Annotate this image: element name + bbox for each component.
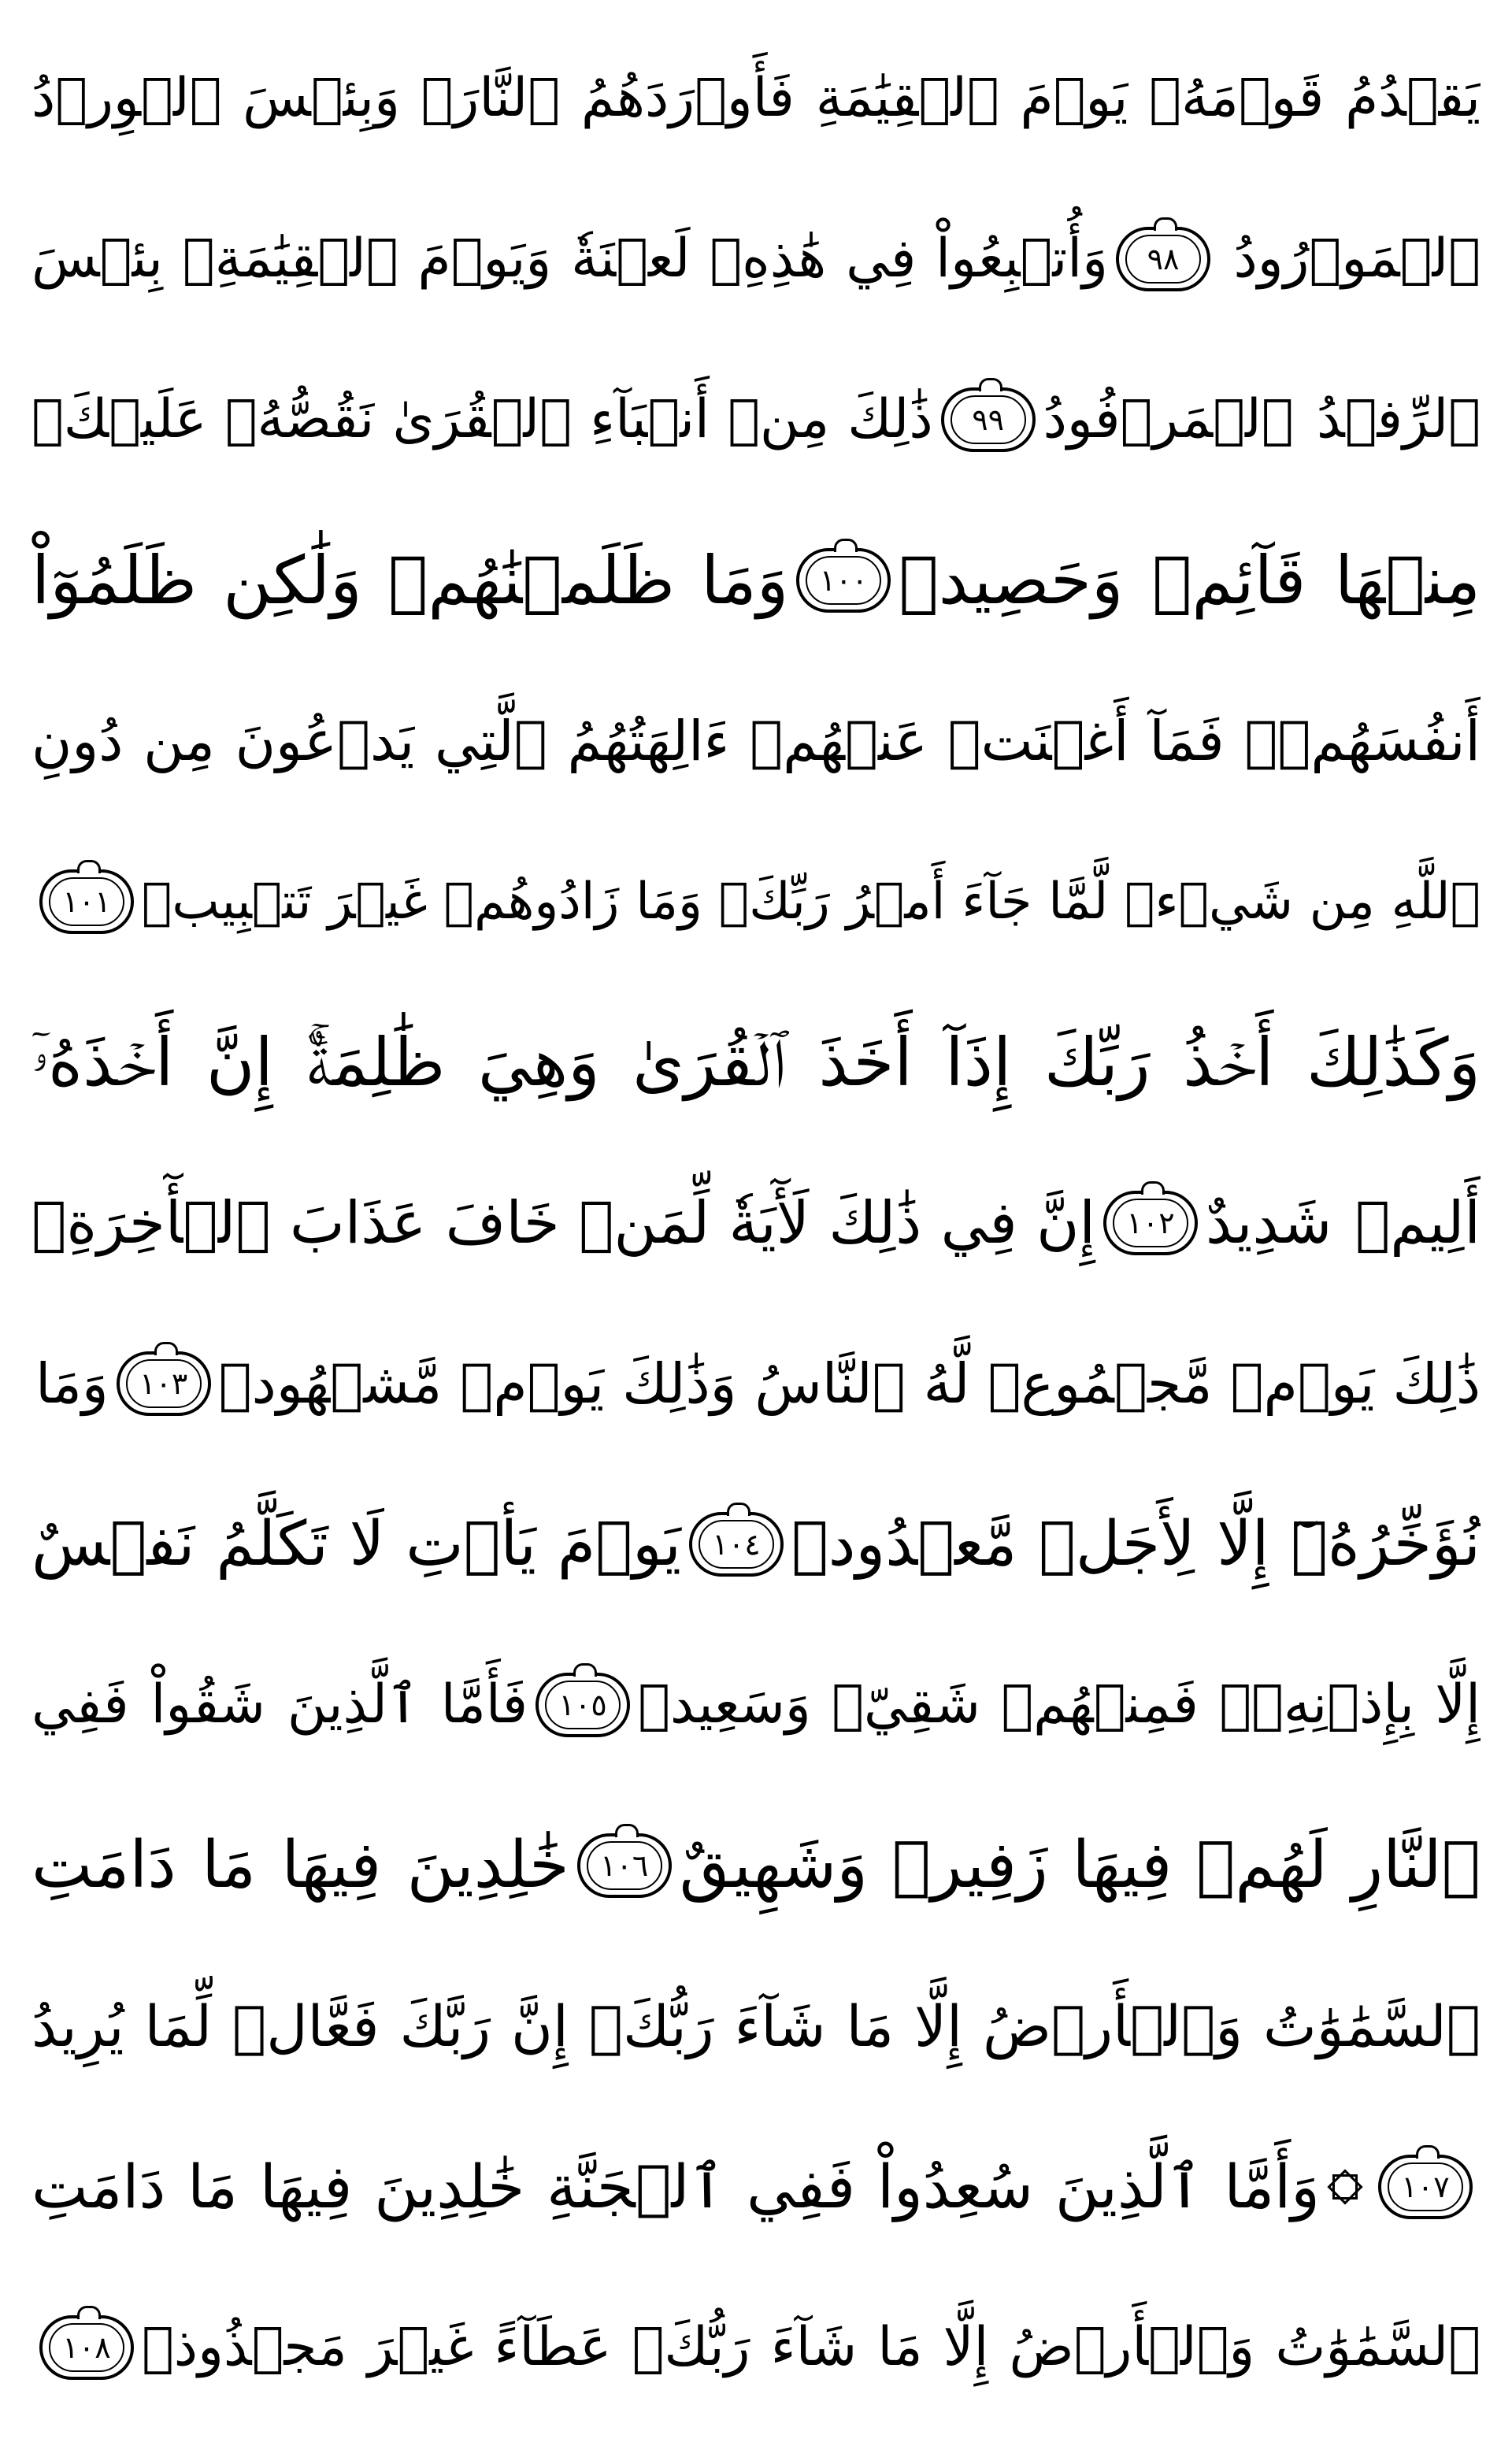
ayah-number: ١٠١ (62, 884, 111, 919)
verse-text: ٱلسَّمَٰوَٰتُ وَٱلۡأَرۡضُ إِلَّا مَا شَآءَ رَبُّكَۖ عَطَآءً غَيۡرَ مَجۡذُوذٖ (142, 2316, 1480, 2378)
text-line (32, 827, 1480, 977)
verse-text: وَمَا (35, 1351, 109, 1416)
verse-text: يَوۡمَ يَأۡتِ لَا تَكَلَّمُ نَفۡسٌ (32, 1509, 681, 1580)
text-line (32, 2273, 1480, 2422)
verse-text: ٱلرِّفۡدُ ٱلۡمَرۡفُودُ (1043, 388, 1480, 450)
ayah-number-marker (117, 1351, 211, 1416)
ayah-number: ٩٩ (972, 402, 1005, 437)
verse-text: فَأَمَّا ٱلَّذِينَ شَقُواْ فَفِي (32, 1673, 528, 1736)
text-line (32, 666, 1480, 816)
text-line (32, 506, 1480, 655)
ayah-number: ١٠٥ (558, 1688, 607, 1722)
verse-text: ٱلسَّمَٰوَٰتُ وَٱلۡأَرۡضُ إِلَّا مَا شَآءَ رَبُّكَۚ إِنَّ رَبَّكَ فَعَّالٞ لِّمَا يُرِيدُ (32, 1993, 1480, 2059)
verse-text: خَٰلِدِينَ فِيهَا مَا دَامَتِ (32, 1828, 569, 1903)
text-line (32, 2112, 1480, 2262)
text-line (32, 1951, 1480, 2101)
ayah-number: ٩٨ (1147, 242, 1180, 276)
verse-text: ٱللَّهِ مِن شَيۡءٖ لَّمَّا جَآءَ أَمۡرُ رَبِّكَۖ وَمَا زَادُوهُمۡ غَيۡرَ تَتۡبِيبٖ (142, 873, 1480, 931)
verse-text: وَمَا ظَلَمۡنَٰهُمۡ وَلَٰكِن ظَلَمُوٓاْ (32, 542, 789, 619)
ayah-number-marker (577, 1833, 672, 1898)
verse-text: يَقۡدُمُ قَوۡمَهُۥ يَوۡمَ ٱلۡقِيَٰمَةِ فَأَوۡرَدَهُمُ ٱلنَّارَۖ وَبِئۡسَ ٱلۡوِرۡدُ (32, 67, 1480, 129)
verse-text: ذَٰلِكَ مِنۡ أَنۢبَآءِ ٱلۡقُرَىٰ نَقُصُّهُۥ عَلَيۡكَۖ (32, 388, 933, 450)
ayah-number-marker (39, 869, 134, 934)
verse-text: أَنفُسَهُمۡۖ فَمَآ أَغۡنَتۡ عَنۡهُمۡ ءَالِهَتُهُمُ ٱلَّتِي يَدۡعُونَ مِن دُونِ (32, 709, 1480, 773)
ayah-number: ١٠٣ (139, 1366, 188, 1401)
ayah-number: ١٠٢ (1126, 1206, 1175, 1240)
verse-text: وَأُتۡبِعُواْ فِي هَٰذِهِۦ لَعۡنَةٗ وَيَوۡمَ ٱلۡقِيَٰمَةِۚ بِئۡسَ (32, 228, 1108, 290)
verse-text: وَكَذَٰلِكَ أَخۡذُ رَبِّكَ إِذَآ أَخَذَ ٱلۡقُرَىٰ وَهِيَ ظَٰلِمَةٌۚ إِنَّ أَخۡذَهُۥٓ (32, 1024, 1480, 1101)
ayah-number: ١٠٨ (62, 2330, 111, 2365)
ayah-number-marker (796, 548, 891, 613)
text-line (32, 1791, 1480, 1940)
ayah-number-marker (1116, 227, 1210, 291)
ayah-number-marker (941, 387, 1036, 452)
verse-text: نُؤَخِّرُهُۥٓ إِلَّا لِأَجَلٖ مَّعۡدُودٖ (791, 1509, 1480, 1580)
verse-text: ٱلۡمَوۡرُودُ (1233, 228, 1480, 290)
verse-text: وَأَمَّا ٱلَّذِينَ سُعِدُواْ فَفِي ٱلۡجَنَّةِ خَٰلِدِينَ فِيهَا مَا دَامَتِ (32, 2151, 1320, 2222)
ayah-number-marker (39, 2315, 134, 2380)
text-line (32, 1630, 1480, 1780)
ayah-number-marker (536, 1673, 630, 1737)
verse-text: ٱلنَّارِ لَهُمۡ فِيهَا زَفِيرٞ وَشَهِيقٌ (679, 1828, 1480, 1903)
ayah-number-marker (689, 1512, 784, 1577)
ayah-number-marker (1378, 2155, 1473, 2219)
ayah-number: ١٠٠ (819, 563, 868, 598)
verse-text: إِنَّ فِي ذَٰلِكَ لَأٓيَةٗ لِّمَنۡ خَافَ عَذَابَ ٱلۡأٓخِرَةِۚ (32, 1189, 1095, 1257)
text-line (32, 1148, 1480, 1298)
ayah-number: ١٠٤ (712, 1527, 761, 1562)
rub-el-hizb-icon (1328, 2170, 1362, 2204)
text-line (32, 184, 1480, 334)
ayah-number: ١٠٦ (600, 1848, 649, 1883)
verse-text: مِنۡهَا قَآئِمٞ وَحَصِيدٞ (899, 542, 1480, 619)
ayah-number-marker (1103, 1191, 1198, 1255)
text-line (32, 1309, 1480, 1458)
verse-text: أَلِيمٞ شَدِيدٌ (1206, 1189, 1480, 1257)
verse-text: ذَٰلِكَ يَوۡمٞ مَّجۡمُوعٞ لَّهُ ٱلنَّاسُ وَذَٰلِكَ يَوۡمٞ مَّشۡهُودٞ (218, 1351, 1480, 1416)
text-line (32, 24, 1480, 173)
ayah-number: ١٠٧ (1401, 2170, 1450, 2204)
text-line (32, 1469, 1480, 1619)
verse-text: إِلَّا بِإِذۡنِهِۦۚ فَمِنۡهُمۡ شَقِيّٞ وَسَعِيدٞ (638, 1673, 1480, 1736)
text-line (32, 988, 1480, 1137)
text-line (32, 345, 1480, 495)
